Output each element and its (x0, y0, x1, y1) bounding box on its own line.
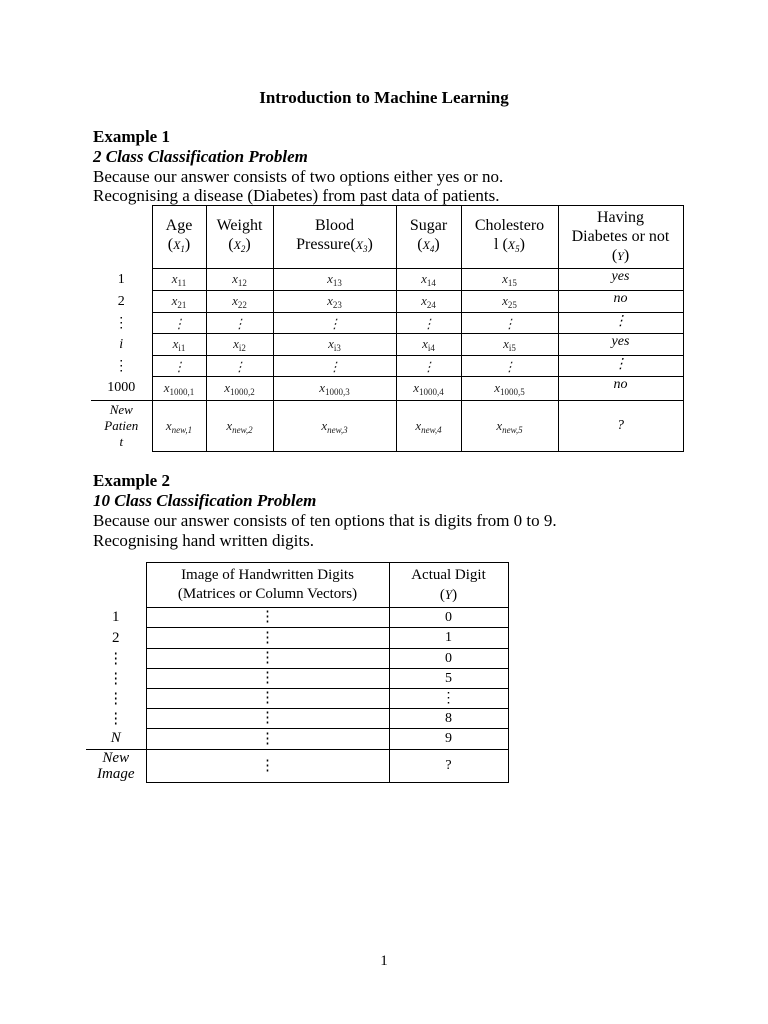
table-row (91, 356, 683, 377)
table-cell: $x_{24}$ (396, 291, 461, 313)
table-row (91, 377, 683, 401)
table-cell: ⋮ (273, 356, 396, 377)
table-row (86, 750, 508, 783)
table-row (91, 291, 683, 313)
header-diabetes: Having Diabetes or not (Y) (558, 206, 683, 269)
digits-table (86, 562, 509, 783)
header-blood-pressure: Blood Pressure(X3) (273, 206, 396, 269)
table-cell: $x_{11}$ (152, 269, 206, 291)
table-cell: ⋮ (273, 313, 396, 334)
row-label: ⋮ (108, 711, 124, 727)
table-row (91, 334, 683, 356)
header-image: Image of Handwritten Digits (Matrices or Column Vectors) (146, 563, 389, 608)
corner-cell (86, 563, 146, 608)
row-label: ⋮ (108, 671, 124, 687)
table-cell: ⋮ (152, 313, 206, 334)
table-cell: $x_{new,3}$ (273, 401, 396, 452)
row-label: i (119, 336, 124, 352)
table-row (86, 649, 508, 669)
digit-cell: 5 (389, 669, 508, 689)
table-cell: $x_{i5}$ (461, 334, 558, 356)
table-cell: ⋮ (461, 313, 558, 334)
example2-subheading: 10 Class Classification Problem (93, 491, 317, 510)
image-cell: ⋮ (146, 669, 389, 689)
table-cell: $x_{1000,4}$ (396, 377, 461, 401)
table-row (86, 729, 508, 750)
table-header-row (91, 206, 683, 269)
table-row (86, 608, 508, 628)
example2-heading: Example 2 (93, 471, 170, 490)
digit-cell: ⋮ (389, 689, 508, 709)
diabetes-answer: no (558, 377, 683, 401)
row-label: 2 (112, 629, 120, 646)
diabetes-answer: no (558, 291, 683, 313)
header-age: Age (X1) (152, 206, 206, 269)
table-cell: $x_{1000,3}$ (273, 377, 396, 401)
digit-cell: 9 (389, 729, 508, 750)
digit-cell: 1 (389, 628, 508, 649)
table-cell: ⋮ (461, 356, 558, 377)
example1-line1: Because our answer consists of two options either yes or no. (93, 167, 504, 186)
table-row (86, 709, 508, 729)
diabetes-answer: ? (558, 401, 683, 452)
table-header-row (86, 563, 508, 608)
table-cell: ⋮ (396, 356, 461, 377)
table-cell: $x_{12}$ (206, 269, 273, 291)
digit-cell: 0 (389, 649, 508, 669)
table-row (86, 628, 508, 649)
digit-cell: ? (389, 750, 508, 783)
row-label: N (110, 730, 121, 747)
header-sugar: Sugar (X4) (396, 206, 461, 269)
table-cell: $x_{i3}$ (273, 334, 396, 356)
table-cell: $x_{new,4}$ (396, 401, 461, 452)
table-cell: $x_{1000,2}$ (206, 377, 273, 401)
example1-subheading: 2 Class Classification Problem (93, 147, 308, 166)
table-cell: ⋮ (396, 313, 461, 334)
row-label: 1000 (107, 380, 136, 396)
header-cholesterol: Cholestero l (X5) (461, 206, 558, 269)
table-cell: ⋮ (206, 356, 273, 377)
table-row (91, 269, 683, 291)
row-label: 2 (117, 293, 125, 309)
example1-heading: Example 1 (93, 127, 170, 146)
image-cell: ⋮ (146, 729, 389, 750)
header-actual-digit: Actual Digit (Y) (389, 563, 508, 608)
header-weight: Weight (X2) (206, 206, 273, 269)
table-cell: $x_{i4}$ (396, 334, 461, 356)
table-cell: $x_{1000,5}$ (461, 377, 558, 401)
table-cell: $x_{i1}$ (152, 334, 206, 356)
row-label: 1 (112, 609, 120, 625)
diabetes-answer: yes (558, 334, 683, 356)
image-cell: ⋮ (146, 709, 389, 729)
row-label: New Patien t (91, 401, 152, 452)
diabetes-answer: yes (558, 269, 683, 291)
image-cell: ⋮ (146, 649, 389, 669)
diabetes-answer: ⋮ (558, 313, 683, 334)
table-cell: $x_{new,2}$ (206, 401, 273, 452)
table-cell: $x_{21}$ (152, 291, 206, 313)
row-label: ⋮ (114, 358, 129, 374)
table-cell: $x_{13}$ (273, 269, 396, 291)
table-cell: $x_{14}$ (396, 269, 461, 291)
image-cell: ⋮ (146, 750, 389, 783)
example2-line1: Because our answer consists of ten options that is digits from 0 to 9. (93, 511, 557, 530)
page-number: 1 (380, 953, 388, 969)
diabetes-answer: ⋮ (558, 356, 683, 377)
table-cell: $x_{23}$ (273, 291, 396, 313)
digit-cell: 8 (389, 709, 508, 729)
table-cell: ⋮ (206, 313, 273, 334)
row-label: ⋮ (108, 651, 124, 667)
digit-cell: 0 (389, 608, 508, 628)
table-cell: $x_{new,1}$ (152, 401, 206, 452)
table-cell: $x_{new,5}$ (461, 401, 558, 452)
image-cell: ⋮ (146, 628, 389, 649)
table-cell: $x_{i2}$ (206, 334, 273, 356)
table-cell: $x_{15}$ (461, 269, 558, 291)
row-label: 1 (117, 271, 125, 287)
table-row (91, 401, 683, 452)
table-cell: $x_{1000,1}$ (152, 377, 206, 401)
table-row (86, 669, 508, 689)
table-cell: $x_{25}$ (461, 291, 558, 313)
page-title: Introduction to Machine Learning (259, 88, 509, 107)
table-cell: $x_{22}$ (206, 291, 273, 313)
row-label: New Image (86, 750, 146, 783)
table-row (86, 689, 508, 709)
row-label: ⋮ (114, 315, 129, 331)
example1-line2: Recognising a disease (Diabetes) from past data of patients. (93, 186, 500, 205)
corner-cell (91, 206, 152, 269)
image-cell: ⋮ (146, 608, 389, 628)
table-row (91, 313, 683, 334)
diabetes-table (91, 205, 684, 452)
example2-line2: Recognising hand written digits. (93, 531, 314, 550)
row-label: ⋮ (108, 691, 124, 707)
image-cell: ⋮ (146, 689, 389, 709)
table-cell: ⋮ (152, 356, 206, 377)
